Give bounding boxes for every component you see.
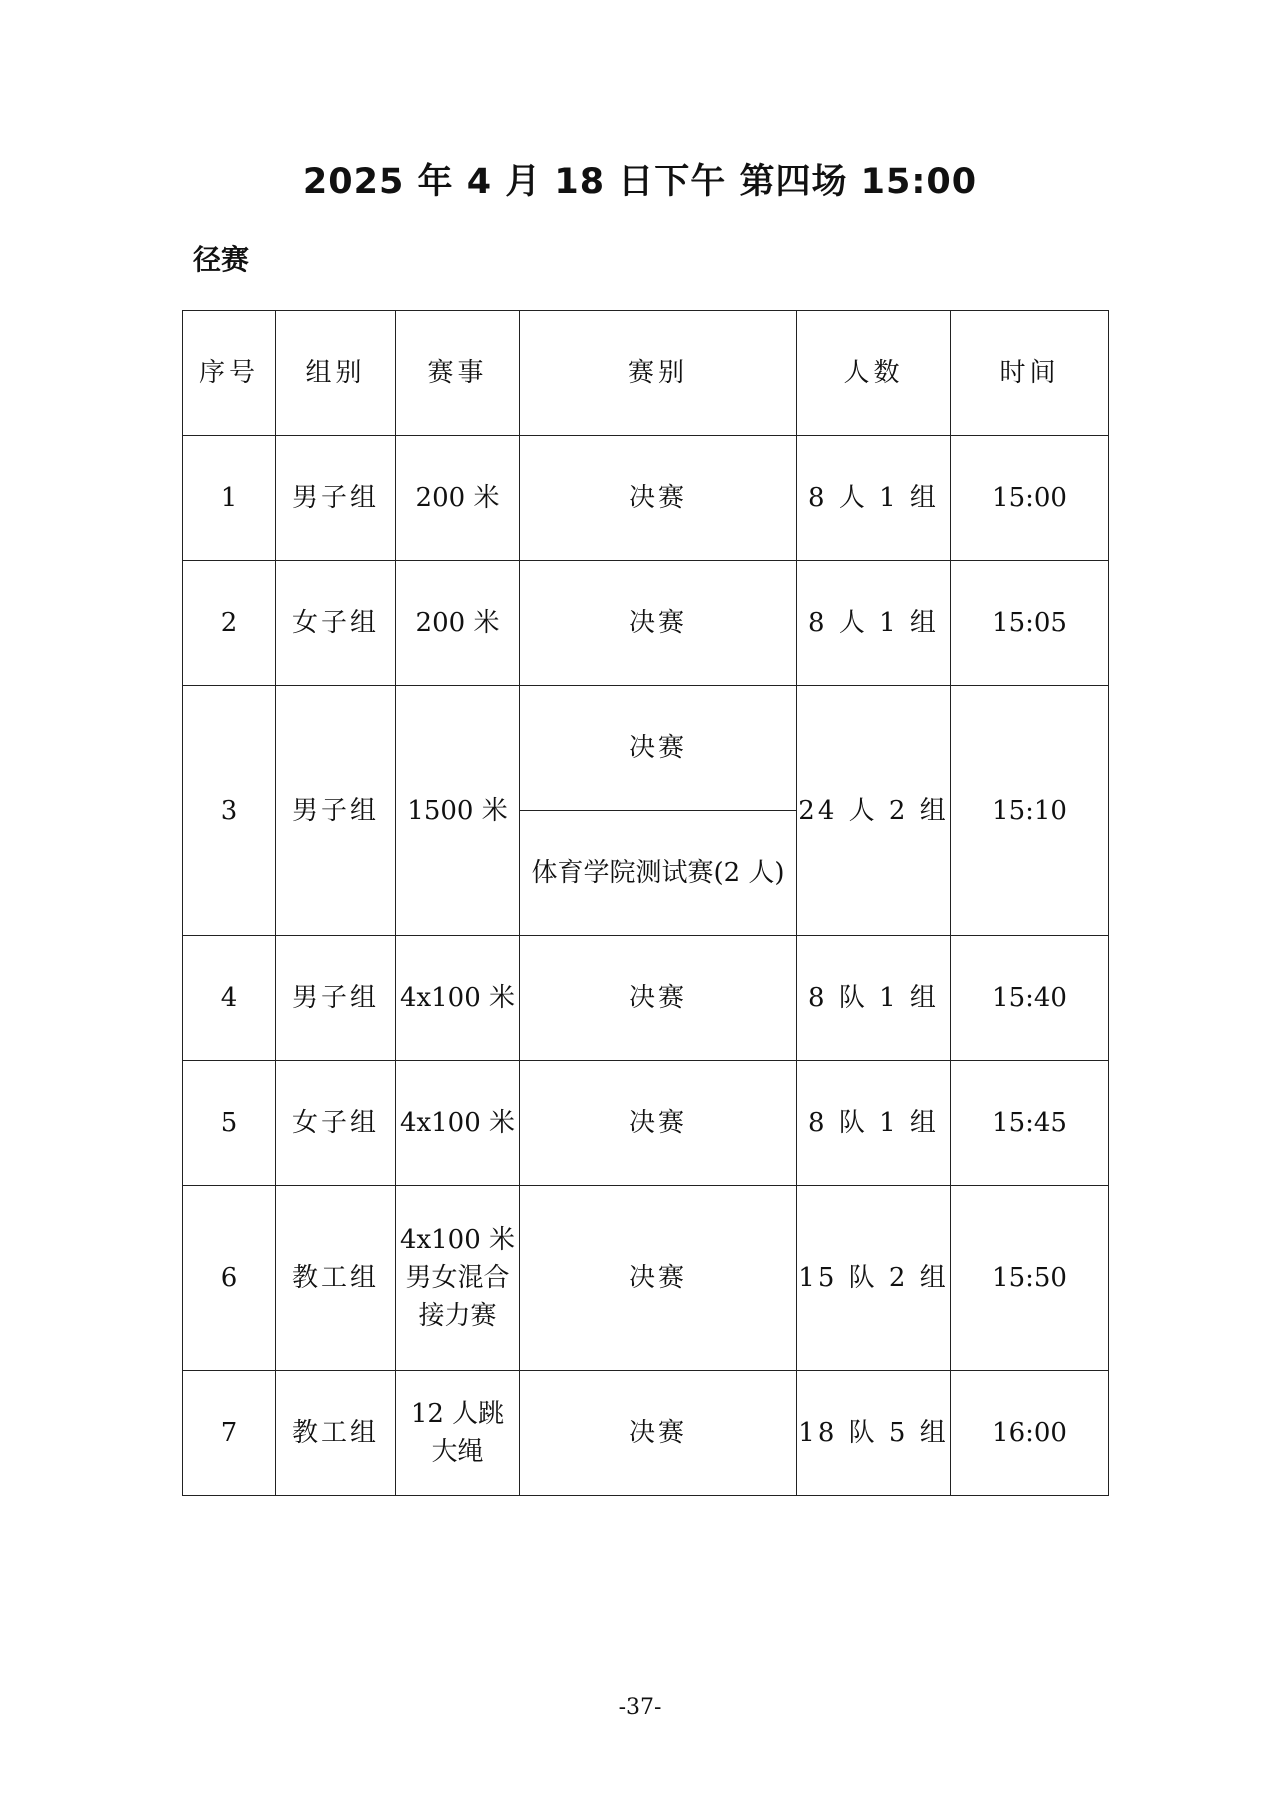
table-row xyxy=(183,1371,1109,1496)
cell-time: 15:05 xyxy=(951,561,1109,686)
header-cell-stage: 赛别 xyxy=(520,311,797,436)
cell-event: 4x100 米 xyxy=(396,936,520,1061)
cell-count: 18 队 5 组 xyxy=(797,1371,951,1496)
cell-event-line: 大绳 xyxy=(431,1437,484,1467)
cell-time: 15:00 xyxy=(951,436,1109,561)
cell-event: 200 米 xyxy=(396,561,520,686)
cell-event: 4x100 米 xyxy=(396,1061,520,1186)
cell-count: 15 队 2 组 xyxy=(797,1186,951,1371)
cell-event-line: 12 人跳 xyxy=(410,1399,505,1429)
cell-event-line: 接力赛 xyxy=(418,1301,497,1331)
cell-event xyxy=(396,1186,520,1371)
cell-no: 7 xyxy=(183,1371,276,1496)
cell-stage-extra: 体育学院测试赛(2 人) xyxy=(520,811,797,936)
cell-stage: 决赛 xyxy=(520,561,797,686)
cell-time: 15:10 xyxy=(951,686,1109,936)
cell-no: 2 xyxy=(183,561,276,686)
cell-group: 女子组 xyxy=(276,561,396,686)
cell-group: 男子组 xyxy=(276,436,396,561)
cell-no: 3 xyxy=(183,686,276,936)
cell-stage: 决赛 xyxy=(520,1061,797,1186)
cell-no: 6 xyxy=(183,1186,276,1371)
cell-count: 8 人 1 组 xyxy=(797,561,951,686)
header-cell-event: 赛事 xyxy=(396,311,520,436)
cell-count: 8 队 1 组 xyxy=(797,936,951,1061)
cell-count: 8 人 1 组 xyxy=(797,436,951,561)
cell-event xyxy=(396,1371,520,1496)
cell-group: 教工组 xyxy=(276,1186,396,1371)
cell-event: 200 米 xyxy=(396,436,520,561)
cell-count: 8 队 1 组 xyxy=(797,1061,951,1186)
cell-event: 1500 米 xyxy=(396,686,520,936)
cell-time: 15:45 xyxy=(951,1061,1109,1186)
page-title: 2025 年 4 月 18 日下午 第四场 15:00 xyxy=(302,162,978,202)
cell-group: 教工组 xyxy=(276,1371,396,1496)
table-row xyxy=(183,1061,1109,1186)
page-number: -37- xyxy=(618,1695,662,1720)
cell-stage: 决赛 xyxy=(520,436,797,561)
cell-group: 男子组 xyxy=(276,686,396,936)
cell-time: 15:40 xyxy=(951,936,1109,1061)
header-cell-count: 人数 xyxy=(797,311,951,436)
table-row xyxy=(183,436,1109,561)
cell-event-line: 4x100 米 xyxy=(399,1225,516,1255)
cell-time: 16:00 xyxy=(951,1371,1109,1496)
cell-stage: 决赛 xyxy=(520,1186,797,1371)
header-cell-time: 时间 xyxy=(951,311,1109,436)
cell-stage: 决赛 xyxy=(520,686,797,811)
header-cell-group: 组别 xyxy=(276,311,396,436)
cell-stage: 决赛 xyxy=(520,936,797,1061)
cell-group: 女子组 xyxy=(276,1061,396,1186)
cell-no: 4 xyxy=(183,936,276,1061)
table-header-row xyxy=(183,311,1109,436)
table-row xyxy=(183,1186,1109,1371)
cell-no: 1 xyxy=(183,436,276,561)
table-row xyxy=(183,936,1109,1061)
cell-group: 男子组 xyxy=(276,936,396,1061)
cell-stage: 决赛 xyxy=(520,1371,797,1496)
table-row xyxy=(183,561,1109,686)
cell-count: 24 人 2 组 xyxy=(797,686,951,936)
table-row xyxy=(183,686,1109,811)
section-label: 径赛 xyxy=(193,243,250,276)
cell-event-line: 男女混合 xyxy=(405,1263,510,1293)
cell-time: 15:50 xyxy=(951,1186,1109,1371)
header-cell-no: 序号 xyxy=(183,311,276,436)
cell-no: 5 xyxy=(183,1061,276,1186)
schedule-table xyxy=(182,310,1109,1496)
